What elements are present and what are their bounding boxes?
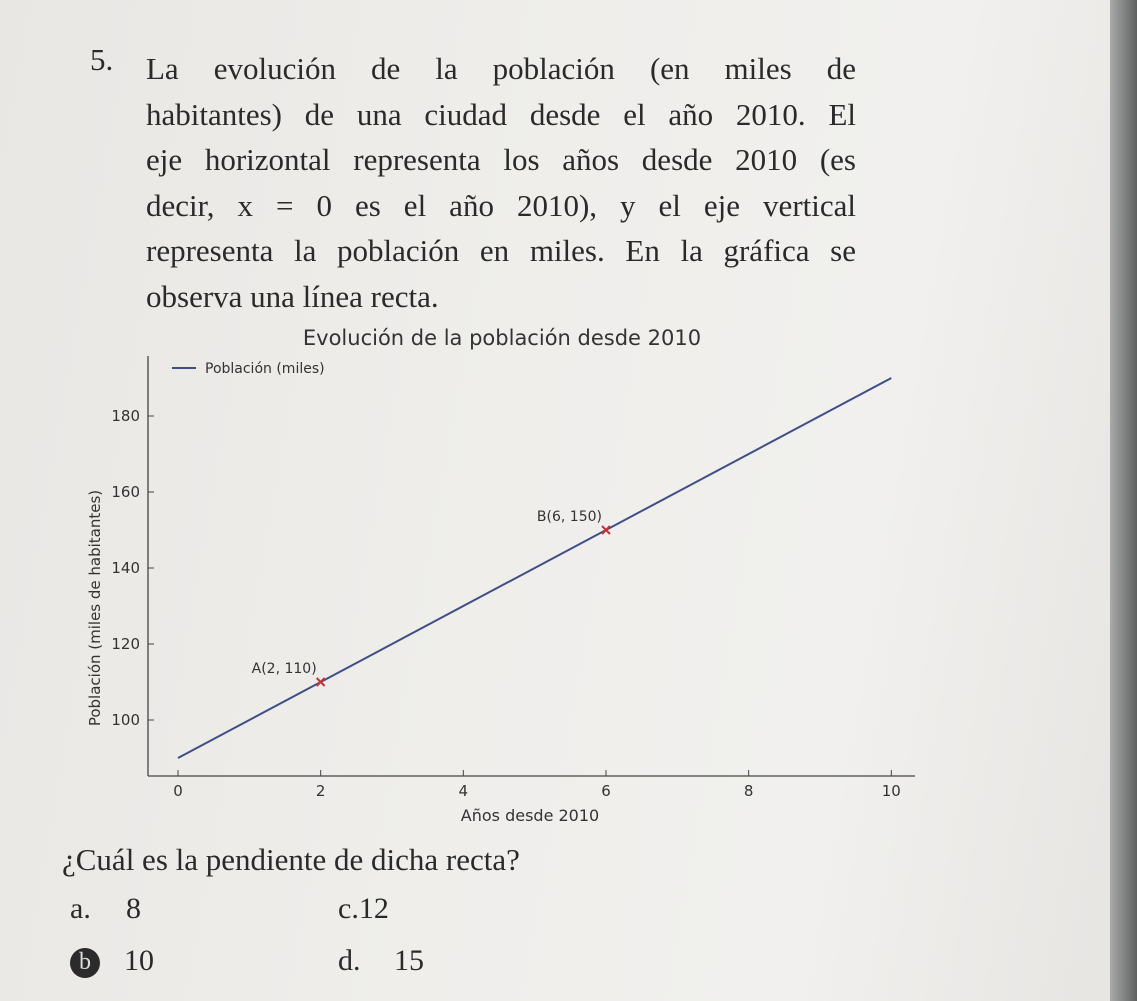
question-text: ¿Cuál es la pendiente de dicha recta? [62,842,520,877]
option-value: 10 [124,944,154,977]
statement-line: representa la población en miles. En la gráfica se [146,233,856,268]
point-marker [602,526,610,534]
y-tick-label: 180 [111,407,140,425]
option-letter: a. [70,892,91,925]
point-label: A(2, 110) [251,661,317,677]
y-tick-label: 140 [111,559,140,577]
x-tick-label: 6 [601,782,611,800]
point-label: B(6, 150) [536,509,602,525]
legend-label: Población (miles) [205,361,325,377]
x-axis-label: Años desde 2010 [460,806,600,825]
y-axis-label: Población (miles de habitantes) [86,489,104,727]
option-value: 15 [394,944,424,977]
statement-line: observa una línea recta. [146,278,439,314]
chart-title: Evolución de la población desde 2010 [302,326,702,350]
option-a[interactable] [70,892,141,926]
statement-line: decir, x = 0 es el año 2010), y el eje vertical [146,187,856,223]
option-value: 8 [126,892,141,925]
x-tick-label: 4 [458,782,469,800]
y-tick-label: 100 [111,711,140,729]
problem-statement [146,46,856,319]
option-d[interactable] [338,944,424,978]
population-chart [70,318,930,838]
y-tick-label: 160 [111,483,140,501]
chart-legend [172,361,325,377]
selected-mark: b [70,948,100,978]
problem-number: 5. [90,42,114,77]
x-tick-label: 8 [743,782,754,800]
x-tick-label: 2 [315,782,326,800]
statement-line: eje horizontal representa los años desde 2010 (es [146,142,856,177]
background-edge [1110,0,1137,1001]
option-b-selected[interactable] [70,944,154,978]
option-letter: c. [338,892,359,925]
y-tick-label: 120 [111,635,140,653]
plot-area [111,356,915,800]
x-tick-label: 0 [173,782,183,800]
option-letter: d. [338,944,361,977]
population-line [178,378,891,758]
option-c[interactable] [338,892,389,926]
option-value: 12 [358,892,389,925]
statement-line: habitantes) de una ciudad desde el año 2010. El [146,96,856,132]
x-tick-label: 10 [881,782,901,800]
statement-line: La evolución de la población (en miles de [146,51,856,86]
point-marker [317,678,325,686]
